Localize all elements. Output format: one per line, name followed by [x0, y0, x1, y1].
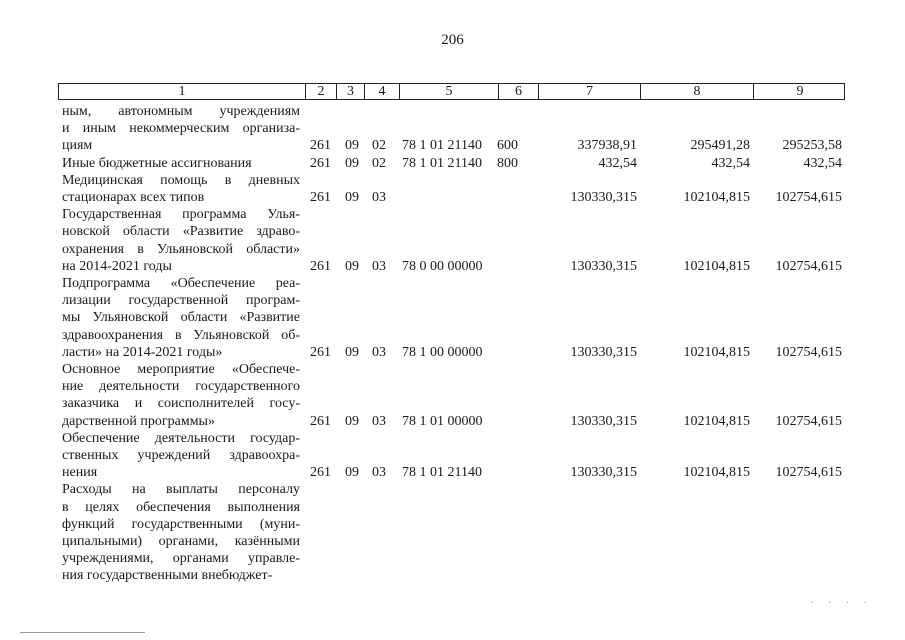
cell-col-5: 78 1 01 21140: [402, 465, 482, 481]
description-line: ние деятельности государственного: [62, 379, 300, 395]
header-col-7: 7: [538, 84, 640, 99]
cell-col-4: 02: [372, 138, 386, 154]
description-line: мы Ульяновской области «Развитие: [62, 310, 300, 326]
cell-col-3: 09: [345, 155, 359, 171]
description-line: новской области «Развитие здраво-: [62, 224, 300, 240]
table-row: [62, 206, 852, 275]
cell-col-6: 600: [497, 138, 518, 154]
row-description: [62, 206, 300, 275]
row-description: [62, 275, 300, 361]
header-col-6: 6: [498, 84, 538, 99]
cell-col-3: 09: [345, 189, 359, 205]
description-line: на 2014-2021 годы: [62, 258, 172, 274]
cell-col-4: 03: [372, 465, 386, 481]
table-row: [62, 481, 852, 584]
cell-col-3: 09: [345, 465, 359, 481]
table-row: [62, 275, 852, 361]
cell-col-5: 78 1 01 21140: [402, 138, 482, 154]
row-description: [62, 103, 300, 155]
cell-col-7: 130330,315: [570, 413, 637, 429]
description-line: Обеспечение деятельности государ-: [62, 430, 300, 446]
description-line: в целях обеспечения выполнения: [62, 499, 300, 515]
cell-col-8: 432,54: [711, 155, 750, 171]
description-line: учреждениями, органами управле-: [62, 551, 300, 567]
cell-col-9: 295253,58: [782, 138, 842, 154]
cell-col-8: 295491,28: [690, 138, 750, 154]
cell-col-2: 261: [310, 465, 331, 481]
description-line: лизации государственной програм-: [62, 293, 300, 309]
header-col-5: 5: [399, 84, 498, 99]
cell-col-8: 102104,815: [683, 189, 750, 205]
cell-col-4: 03: [372, 189, 386, 205]
cell-col-8: 102104,815: [683, 344, 750, 360]
description-line: охранения в Ульяновской области»: [62, 241, 300, 257]
cell-col-2: 261: [310, 344, 331, 360]
table-row: [62, 361, 852, 430]
cell-col-8: 102104,815: [683, 465, 750, 481]
scan-artifact: · · · ·: [810, 598, 873, 609]
description-line: ния государственными внебюджет-: [62, 568, 273, 584]
cell-col-9: 432,54: [803, 155, 842, 171]
cell-col-4: 03: [372, 344, 386, 360]
row-description: [62, 172, 300, 206]
description-line: и иным некоммерческим организа-: [62, 121, 300, 137]
description-line: здравоохранения в Ульяновской об-: [62, 327, 300, 343]
cell-col-9: 102754,615: [775, 465, 842, 481]
description-line: функций государственными (муни-: [62, 516, 300, 532]
cell-col-4: 02: [372, 155, 386, 171]
description-line: Иные бюджетные ассигнования: [62, 155, 252, 171]
header-col-1: 1: [178, 84, 186, 99]
cell-col-3: 09: [345, 258, 359, 274]
cell-col-9: 102754,615: [775, 189, 842, 205]
table-row: [62, 430, 852, 482]
description-line: ным, автономным учреждениям: [62, 104, 300, 119]
header-col-9: 9: [753, 84, 846, 99]
table-row: [62, 155, 852, 172]
cell-col-7: 130330,315: [570, 258, 637, 274]
cell-col-2: 261: [310, 258, 331, 274]
cell-col-2: 261: [310, 413, 331, 429]
description-line: ласти» на 2014-2021 годы»: [62, 344, 223, 360]
table-row: [62, 172, 852, 206]
row-description: [62, 361, 300, 430]
cell-col-4: 03: [372, 413, 386, 429]
description-line: Основное мероприятие «Обеспече-: [62, 362, 300, 377]
cell-col-3: 09: [345, 344, 359, 360]
cell-col-2: 261: [310, 155, 331, 171]
cell-col-7: 130330,315: [570, 465, 637, 481]
description-line: ципальными) органами, казёнными: [62, 534, 300, 549]
description-line: нения: [62, 465, 98, 481]
header-col-2: 2: [305, 84, 336, 99]
cell-col-6: 800: [497, 155, 518, 171]
cell-col-4: 03: [372, 258, 386, 274]
cell-col-3: 09: [345, 138, 359, 154]
description-line: Расходы на выплаты персоналу: [62, 482, 300, 498]
row-description: [62, 481, 300, 584]
cell-col-2: 261: [310, 138, 331, 154]
header-col-3: 3: [336, 84, 364, 99]
header-col-4: 4: [364, 84, 399, 99]
cell-col-5: 78 1 01 00000: [402, 413, 483, 429]
description-line: Государственная программа Улья-: [62, 207, 300, 223]
description-line: циям: [62, 138, 93, 154]
cell-col-7: 432,54: [598, 155, 637, 171]
description-line: заказчика и соисполнителей госу-: [62, 396, 300, 412]
cell-col-8: 102104,815: [683, 258, 750, 274]
cell-col-7: 337938,91: [577, 138, 637, 154]
page-number: 206: [441, 32, 464, 48]
cell-col-5: 78 1 01 21140: [402, 155, 482, 171]
cell-col-9: 102754,615: [775, 344, 842, 360]
row-description: [62, 430, 300, 482]
cell-col-8: 102104,815: [683, 413, 750, 429]
scan-artifact-line: [20, 632, 145, 633]
description-line: Подпрограмма «Обеспечение реа-: [62, 276, 300, 291]
cell-col-2: 261: [310, 189, 331, 205]
cell-col-5: 78 1 00 00000: [402, 344, 483, 360]
cell-col-9: 102754,615: [775, 413, 842, 429]
cell-col-5: 78 0 00 00000: [402, 258, 483, 274]
header-col-8: 8: [640, 84, 753, 99]
table-row: [62, 103, 852, 155]
description-line: ственных учреждений здравоохра-: [62, 448, 300, 463]
row-description: [62, 155, 300, 172]
cell-col-7: 130330,315: [570, 344, 637, 360]
cell-col-3: 09: [345, 413, 359, 429]
table-header: [58, 83, 845, 100]
cell-col-7: 130330,315: [570, 189, 637, 205]
description-line: Медицинская помощь в дневных: [62, 172, 300, 188]
description-line: дарственной программы»: [62, 413, 215, 429]
cell-col-9: 102754,615: [775, 258, 842, 274]
description-line: стационарах всех типов: [62, 190, 205, 205]
